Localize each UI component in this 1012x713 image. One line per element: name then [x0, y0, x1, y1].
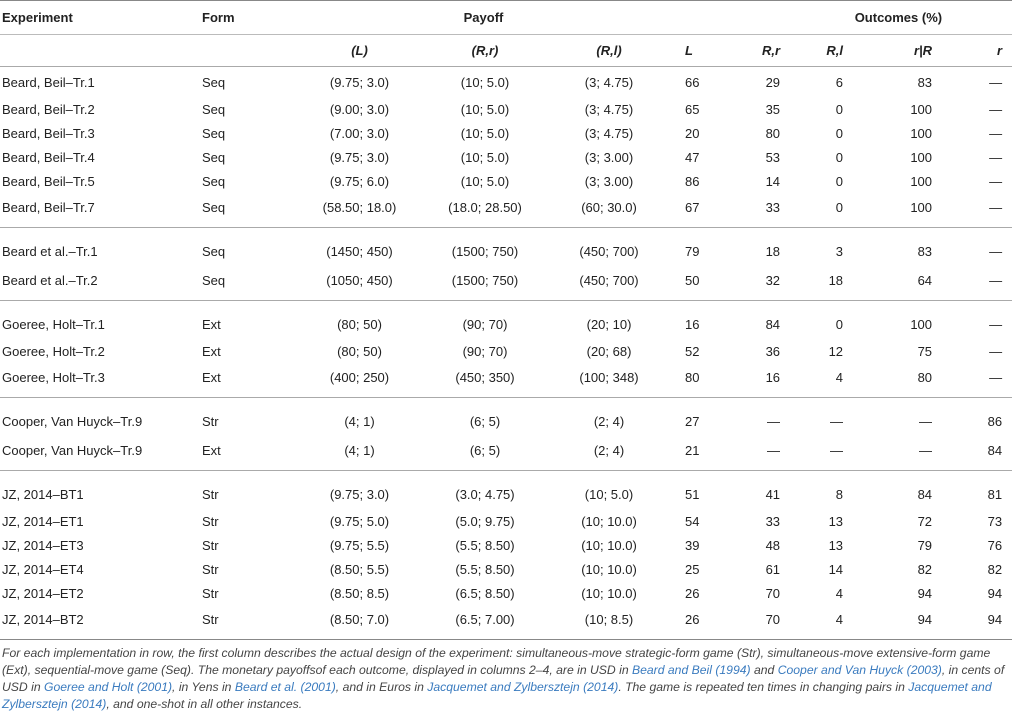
cell-outcome-rr: 41: [727, 471, 790, 510]
cell-outcome-rl: 0: [790, 301, 853, 340]
cell-payoff-rr: (6.5; 7.00): [455, 611, 515, 627]
cell-payoff-rl: (20; 10): [547, 301, 671, 340]
cell-payoff-rr: (5.5; 8.50): [455, 537, 515, 553]
cell-payoff-rl: (10; 10.0): [581, 537, 637, 553]
cell-outcome-rr: —: [767, 442, 781, 458]
cell-outcome-l: 80: [685, 369, 700, 385]
cell-payoff-l: (400; 250): [329, 369, 390, 385]
cell-outcome-r: —: [989, 173, 1003, 189]
cell-payoff-l: (4; 1): [296, 398, 423, 437]
cell-outcome-rl: —: [830, 442, 844, 458]
cell-experiment: Goeree, Holt–Tr.1: [0, 301, 200, 340]
table-row: [0, 363, 1012, 398]
cell-outcome-rl: 14: [828, 561, 844, 577]
citation-link[interactable]: Beard and Beil (1994): [632, 663, 751, 677]
cell-outcome-rl: 18: [828, 272, 844, 288]
cell-experiment: Beard, Beil–Tr.2: [2, 101, 95, 117]
note-text: For each implementation in row, the first column describes the actual design of the experiment: simultaneous-move strategic-form game (Str), simultaneous-move extensive-form game (Ext), sequential-move game (Seq). The monetary payoffsof each outcome, displayed in columns 2–4, are in USD in: [2, 646, 991, 677]
cell-experiment: JZ, 2014–BT2: [2, 611, 84, 627]
cell-outcome-r-given-r: 94: [917, 611, 933, 627]
cell-payoff-rr: (1500; 750): [451, 272, 519, 288]
cell-payoff-rl: (20; 68): [586, 343, 632, 359]
cell-outcome-rl: 12: [828, 343, 844, 359]
cell-outcome-r: 81: [942, 471, 1012, 510]
cell-payoff-rr: (90; 70): [423, 301, 547, 340]
cell-outcome-l: 26: [685, 585, 700, 601]
cell-outcome-r: 86: [942, 398, 1012, 437]
cell-outcome-rl: 3: [790, 228, 853, 267]
cell-experiment: Beard, Beil–Tr.3: [2, 125, 95, 141]
cell-outcome-r: —: [989, 101, 1003, 117]
cell-outcome-r: —: [942, 301, 1012, 340]
table-body: [0, 67, 1012, 640]
cell-experiment: Beard et al.–Tr.1: [0, 228, 200, 267]
cell-experiment: JZ, 2014–ET2: [2, 585, 84, 601]
citation-link[interactable]: Beard et al. (2001): [234, 680, 336, 694]
table-row: [0, 97, 1012, 121]
cell-outcome-l: 54: [685, 513, 700, 529]
cell-form: Seq: [202, 74, 226, 90]
cell-payoff-rr: (10; 5.0): [460, 149, 510, 165]
cell-experiment: Cooper, Van Huyck–Tr.9: [2, 442, 143, 458]
table-row: [0, 471, 1012, 510]
cell-outcome-r: —: [989, 125, 1003, 141]
table-row: [0, 436, 1012, 471]
cell-payoff-l: (9.75; 3.0): [329, 74, 390, 90]
table-row: [0, 193, 1012, 228]
cell-form: Seq: [202, 101, 226, 117]
cell-outcome-rl: 4: [835, 611, 844, 627]
cell-payoff-rl: (10; 10.0): [581, 561, 637, 577]
cell-payoff-rr: (10; 5.0): [460, 125, 510, 141]
cell-outcome-rr: 61: [765, 561, 781, 577]
cell-outcome-rr: 33: [765, 199, 781, 215]
cell-payoff-rr: (450; 350): [455, 369, 515, 385]
cell-payoff-l: (8.50; 7.0): [329, 611, 390, 627]
table-row: [0, 557, 1012, 581]
cell-outcome-r: 73: [987, 513, 1003, 529]
cell-payoff-rl: (3; 4.75): [584, 125, 634, 141]
cell-outcome-rl: 8: [790, 471, 853, 510]
cell-outcome-r: 76: [987, 537, 1003, 553]
cell-payoff-rr: (6; 5): [469, 442, 501, 458]
cell-form: Str: [202, 561, 219, 577]
header-outcome-col: L: [671, 35, 727, 67]
header-outcomes: Outcomes (%): [854, 10, 943, 25]
cell-payoff-l: (8.50; 5.5): [329, 561, 390, 577]
cell-outcome-r-given-r: 100: [910, 101, 933, 117]
cell-payoff-l: (9.75; 5.5): [329, 537, 390, 553]
citation-link[interactable]: Jacquemet and Zylbersztejn (2014): [2, 680, 992, 711]
cell-outcome-r: 94: [987, 585, 1003, 601]
cell-outcome-l: 27: [671, 398, 727, 437]
cell-outcome-rr: 29: [765, 74, 781, 90]
cell-outcome-rl: 0: [835, 173, 844, 189]
table-row: [0, 169, 1012, 193]
table-row: [0, 339, 1012, 363]
header-experiment: Experiment: [2, 10, 73, 25]
cell-outcome-l: 52: [685, 343, 700, 359]
citation-link[interactable]: Jacquemet and Zylbersztejn (2014): [427, 680, 619, 694]
cell-payoff-l: (7.00; 3.0): [329, 125, 390, 141]
cell-outcome-r-given-r: —: [919, 442, 933, 458]
cell-payoff-l: (9.75; 5.0): [329, 513, 390, 529]
table-row: [0, 266, 1012, 301]
cell-outcome-r-given-r: 82: [917, 561, 933, 577]
cell-outcome-r: —: [989, 343, 1003, 359]
cell-outcome-r: —: [989, 74, 1003, 90]
cell-outcome-rl: 0: [835, 101, 844, 117]
table-row: [0, 121, 1012, 145]
cell-payoff-rr: (10; 5.0): [460, 74, 510, 90]
cell-payoff-l: (80; 50): [296, 301, 423, 340]
cell-payoff-l: (9.75; 3.0): [296, 471, 423, 510]
cell-payoff-rr: (6; 5): [423, 398, 547, 437]
cell-form: Seq: [202, 149, 226, 165]
cell-outcome-l: 16: [671, 301, 727, 340]
cell-experiment: Beard, Beil–Tr.1: [2, 74, 95, 90]
cell-payoff-rr: (10; 5.0): [460, 173, 510, 189]
cell-experiment: JZ, 2014–ET3: [2, 537, 84, 553]
cell-outcome-rr: 80: [765, 125, 781, 141]
note-text: , and one-shot in all other instances.: [106, 697, 303, 711]
cell-outcome-rr: 14: [765, 173, 781, 189]
cell-payoff-l: (80; 50): [337, 343, 382, 359]
cell-outcome-rr: 35: [765, 101, 781, 117]
cell-form: Str: [200, 398, 296, 437]
cell-outcome-r-given-r: —: [853, 398, 942, 437]
table-row: [0, 228, 1012, 267]
cell-payoff-rl: (10; 10.0): [581, 513, 637, 529]
table-row: [0, 398, 1012, 437]
cell-form: Seq: [202, 173, 226, 189]
cell-outcome-r-given-r: 72: [917, 513, 933, 529]
cell-form: Str: [202, 611, 219, 627]
cell-payoff-rl: (3; 3.00): [584, 173, 634, 189]
cell-outcome-rr: 70: [765, 611, 781, 627]
cell-outcome-r-given-r: 83: [917, 74, 933, 90]
cell-outcome-rl: 6: [835, 74, 844, 90]
cell-outcome-rr: 33: [765, 513, 781, 529]
header-payoff-col: (R,r): [423, 35, 547, 67]
note-text: . The game is repeated ten times in changing pairs in: [618, 680, 909, 694]
cell-outcome-rr: 32: [765, 272, 781, 288]
cell-experiment: JZ, 2014–ET4: [2, 561, 84, 577]
cell-payoff-rl: (2; 4): [547, 398, 671, 437]
cell-experiment: Beard, Beil–Tr.5: [2, 173, 95, 189]
cell-outcome-rr: 16: [765, 369, 781, 385]
cell-experiment: Goeree, Holt–Tr.3: [2, 369, 105, 385]
cell-payoff-rl: (60; 30.0): [581, 199, 637, 215]
cell-form: Str: [200, 471, 296, 510]
table-row: [0, 605, 1012, 639]
cell-form: Ext: [202, 369, 221, 385]
cell-outcome-l: 20: [685, 125, 700, 141]
cell-payoff-rr: (3.0; 4.75): [423, 471, 547, 510]
cell-form: Ext: [200, 301, 296, 340]
cell-outcome-r: 84: [987, 442, 1003, 458]
note-text: and: [750, 663, 778, 677]
cell-outcome-rl: 4: [835, 369, 844, 385]
cell-experiment: Beard, Beil–Tr.7: [2, 199, 95, 215]
cell-payoff-rr: (5.0; 9.75): [455, 513, 515, 529]
cell-outcome-r-given-r: 100: [910, 125, 933, 141]
table-footnote: [0, 639, 1012, 713]
cell-experiment: Cooper, Van Huyck–Tr.9: [0, 398, 200, 437]
cell-outcome-rl: —: [790, 398, 853, 437]
cell-outcome-l: 50: [685, 272, 700, 288]
cell-payoff-l: (1050; 450): [326, 272, 393, 288]
cell-outcome-rr: 84: [727, 301, 790, 340]
cell-payoff-rr: (18.0; 28.50): [448, 199, 522, 215]
cell-outcome-r-given-r: 80: [917, 369, 933, 385]
cell-outcome-rl: 0: [835, 199, 844, 215]
cell-outcome-l: 51: [671, 471, 727, 510]
cell-outcome-rr: 53: [765, 149, 781, 165]
cell-payoff-rl: (3; 4.75): [584, 74, 634, 90]
cell-outcome-r: 94: [987, 611, 1003, 627]
cell-form: Seq: [200, 228, 296, 267]
cell-outcome-r-given-r: 100: [910, 199, 933, 215]
citation-link[interactable]: Goeree and Holt (2001): [44, 680, 173, 694]
cell-outcome-l: 39: [685, 537, 700, 553]
cell-outcome-l: 66: [685, 74, 700, 90]
header-outcome-col: r: [942, 35, 1012, 67]
header-outcome-col: r|R: [853, 35, 942, 67]
cell-payoff-l: (8.50; 8.5): [329, 585, 390, 601]
cell-outcome-r-given-r: 84: [853, 471, 942, 510]
cell-payoff-rl: (3; 3.00): [584, 149, 634, 165]
cell-form: Seq: [202, 125, 226, 141]
cell-payoff-rl: (100; 348): [579, 369, 639, 385]
table-row: [0, 509, 1012, 533]
cell-outcome-l: 47: [685, 149, 700, 165]
cell-outcome-rl: 13: [828, 513, 844, 529]
cell-outcome-rr: 70: [765, 585, 781, 601]
table-row: [0, 145, 1012, 169]
cell-payoff-rr: (6.5; 8.50): [455, 585, 515, 601]
cell-payoff-rr: (1500; 750): [423, 228, 547, 267]
table-row: [0, 67, 1012, 98]
cell-form: Str: [202, 537, 219, 553]
cell-outcome-r-given-r: 100: [910, 173, 933, 189]
cell-outcome-rr: 48: [765, 537, 781, 553]
cell-outcome-r-given-r: 94: [917, 585, 933, 601]
cell-outcome-l: 86: [685, 173, 700, 189]
cell-outcome-r-given-r: 64: [917, 272, 933, 288]
cell-payoff-rl: (450; 700): [579, 272, 639, 288]
header-outcome-col: R,r: [727, 35, 790, 67]
cell-payoff-l: (9.00; 3.0): [329, 101, 390, 117]
cell-form: Str: [202, 513, 219, 529]
cell-experiment: JZ, 2014–BT1: [0, 471, 200, 510]
cell-form: Str: [202, 585, 219, 601]
cell-outcome-r-given-r: 83: [853, 228, 942, 267]
table-row: [0, 581, 1012, 605]
cell-form: Ext: [202, 442, 221, 458]
cell-form: Seq: [202, 272, 226, 288]
cell-outcome-rl: 0: [835, 149, 844, 165]
cell-payoff-rl: (10; 10.0): [581, 585, 637, 601]
cell-outcome-r-given-r: 79: [917, 537, 933, 553]
citation-link[interactable]: Cooper and Van Huyck (2003): [777, 663, 942, 677]
cell-outcome-r-given-r: 75: [917, 343, 933, 359]
cell-outcome-r: —: [989, 149, 1003, 165]
cell-outcome-r: 82: [987, 561, 1003, 577]
cell-form: Ext: [202, 343, 221, 359]
header-payoff-col: (R,l): [547, 35, 671, 67]
cell-outcome-l: 65: [685, 101, 700, 117]
table-row: [0, 533, 1012, 557]
cell-outcome-r: —: [942, 228, 1012, 267]
cell-outcome-r: —: [989, 199, 1003, 215]
cell-payoff-rl: (3; 4.75): [584, 101, 634, 117]
cell-outcome-r: —: [989, 272, 1003, 288]
cell-outcome-rl: 13: [828, 537, 844, 553]
cell-outcome-rr: 36: [765, 343, 781, 359]
header-form: Form: [202, 10, 235, 25]
table-row: [0, 301, 1012, 340]
cell-payoff-l: (9.75; 3.0): [329, 149, 390, 165]
header-spacer: [0, 35, 200, 67]
cell-payoff-l: (9.75; 6.0): [329, 173, 390, 189]
header-payoff-col: (L): [296, 35, 423, 67]
cell-payoff-l: (1450; 450): [296, 228, 423, 267]
cell-payoff-rl: (10; 5.0): [547, 471, 671, 510]
cell-experiment: Beard et al.–Tr.2: [2, 272, 98, 288]
cell-experiment: Beard, Beil–Tr.4: [2, 149, 95, 165]
cell-outcome-rl: 0: [835, 125, 844, 141]
cell-payoff-rr: (5.5; 8.50): [455, 561, 515, 577]
cell-outcome-l: 79: [671, 228, 727, 267]
header-payoff: Payoff: [463, 10, 504, 25]
header-spacer: [200, 35, 296, 67]
cell-payoff-rl: (450; 700): [547, 228, 671, 267]
cell-payoff-rr: (10; 5.0): [460, 101, 510, 117]
note-text: , in Yens in: [172, 680, 235, 694]
cell-payoff-rl: (10; 8.5): [584, 611, 634, 627]
cell-payoff-rr: (90; 70): [462, 343, 508, 359]
cell-outcome-rl: 4: [835, 585, 844, 601]
cell-outcome-l: 26: [685, 611, 700, 627]
note-text: , in cents of USD in: [2, 663, 1005, 694]
note-text: , and in Euros in: [335, 680, 428, 694]
cell-outcome-l: 67: [685, 199, 700, 215]
cell-payoff-rl: (2; 4): [593, 442, 625, 458]
cell-outcome-l: 21: [685, 442, 700, 458]
header-outcome-col: R,l: [790, 35, 853, 67]
cell-outcome-rr: 18: [727, 228, 790, 267]
cell-outcome-l: 25: [685, 561, 700, 577]
cell-outcome-r-given-r: 100: [910, 149, 933, 165]
cell-experiment: JZ, 2014–ET1: [2, 513, 84, 529]
cell-outcome-r-given-r: 100: [853, 301, 942, 340]
cell-payoff-l: (4; 1): [344, 442, 375, 458]
cell-outcome-r: —: [989, 369, 1003, 385]
cell-outcome-rr: —: [727, 398, 790, 437]
cell-experiment: Goeree, Holt–Tr.2: [2, 343, 105, 359]
cell-payoff-l: (58.50; 18.0): [322, 199, 397, 215]
cell-form: Seq: [202, 199, 226, 215]
